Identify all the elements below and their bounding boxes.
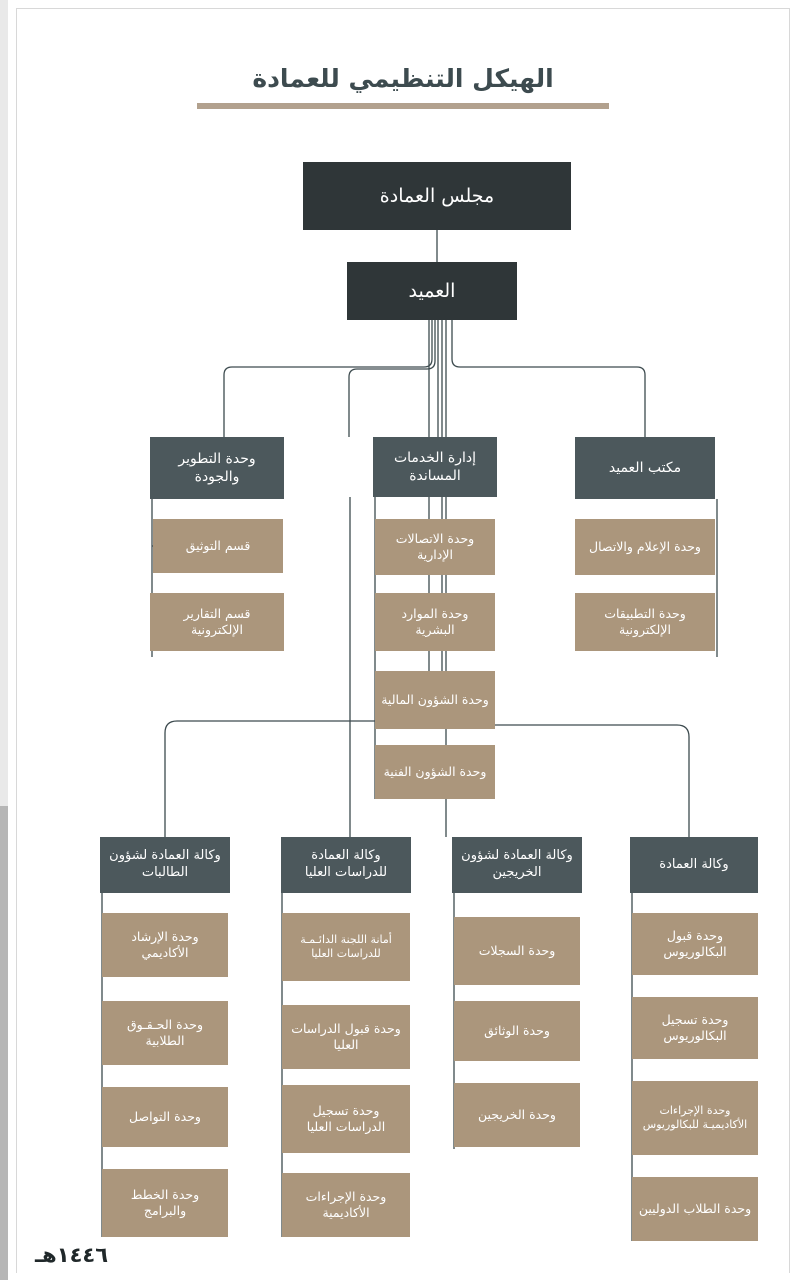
node-academic-advising-unit-label: وحدة الإرشاد الأكاديمي — [131, 928, 199, 960]
node-communication-unit — [102, 1087, 228, 1147]
node-electronic-reports-section — [150, 593, 284, 651]
title-underline — [197, 103, 609, 109]
node-plans-programs-unit-label: وحدة الخطط والبرامج — [130, 1186, 200, 1218]
node-development-quality — [150, 437, 284, 499]
node-student-rights-unit-label: وحدة الحـقـوق الطلابية — [126, 1016, 203, 1048]
page-title-text: الهيكل التنظيمي للعمادة — [252, 64, 554, 93]
node-human-resources-unit — [375, 593, 495, 651]
node-communication-unit-label: وحدة التواصل — [129, 1108, 201, 1124]
node-vice-deanship-label: وكالة العمادة — [659, 856, 729, 872]
node-bachelor-admission-unit-label: وحدة قبول البكالوريوس — [663, 927, 727, 959]
node-bachelor-academic-procedures-unit-label: وحدة الإجراءات الأكاديميـة للبكالوريوس — [642, 1103, 748, 1131]
node-support-services-label: إدارة الخدمات المساندة — [393, 449, 477, 484]
node-international-students-unit-label: وحدة الطلاب الدوليين — [638, 1200, 752, 1216]
node-dean-office-label: مكتب العميد — [608, 459, 682, 476]
node-technical-affairs-unit-label: وحدة الشؤون الفنية — [383, 763, 487, 779]
node-graduates-unit — [454, 1083, 580, 1147]
node-graduate-admission-unit — [282, 1005, 410, 1069]
node-bachelor-admission-unit — [632, 913, 758, 975]
node-human-resources-unit-label: وحدة الموارد البشرية — [401, 605, 469, 637]
node-graduate-registration-unit-label: وحدة تسجيل الدراسات العليا — [306, 1102, 386, 1134]
node-financial-affairs-unit — [375, 671, 495, 729]
node-documentation-section-label: قسم التوثيق — [185, 537, 251, 553]
node-academic-advising-unit — [102, 913, 228, 977]
node-support-services — [373, 437, 497, 497]
node-bachelor-registration-unit — [632, 997, 758, 1059]
scrollbar-track[interactable] — [0, 0, 8, 1280]
node-plans-programs-unit — [102, 1169, 228, 1237]
node-documentation-section — [153, 519, 283, 573]
node-electronic-applications-unit-label: وحدة التطبيقات الإلكترونية — [604, 605, 686, 637]
node-international-students-unit — [632, 1177, 758, 1241]
node-vice-deanship — [630, 837, 758, 893]
node-graduate-registration-unit — [282, 1085, 410, 1153]
node-permanent-committee-secretariat — [282, 913, 410, 981]
node-financial-affairs-unit-label: وحدة الشؤون المالية — [381, 691, 489, 707]
node-records-unit-label: وحدة السجلات — [478, 942, 556, 958]
node-records-unit — [454, 917, 580, 985]
node-dean-label: العميد — [408, 279, 456, 302]
node-academic-procedures-unit — [282, 1173, 410, 1237]
node-academic-procedures-unit-label: وحدة الإجراءات الأكاديمية — [305, 1188, 387, 1220]
node-vice-deanship-graduate-studies-label: وكالة العمادة للدراسات العليا — [304, 848, 388, 880]
node-admin-communications-unit-label: وحدة الاتصالات الإدارية — [395, 530, 475, 562]
page-title — [17, 65, 789, 99]
node-council-label: مجلس العمادة — [379, 184, 495, 207]
node-bachelor-registration-unit-label: وحدة تسجيل البكالوريوس — [661, 1011, 729, 1043]
node-documents-unit-label: وحدة الوثائق — [484, 1022, 550, 1038]
node-vice-deanship-female-students — [100, 837, 230, 893]
scrollbar-thumb[interactable] — [0, 806, 8, 1280]
node-electronic-reports-section-label: قسم التقارير الإلكترونية — [183, 605, 251, 637]
node-media-communication-unit — [575, 519, 715, 575]
node-development-quality-label: وحدة التطوير والجودة — [178, 450, 256, 485]
node-graduate-admission-unit-label: وحدة قبول الدراسات العليا — [291, 1020, 401, 1052]
node-dean-office — [575, 437, 715, 499]
node-vice-deanship-graduates-label: وكالة العمادة لشؤون الخريجين — [461, 848, 573, 880]
node-council — [303, 162, 571, 230]
chart-sheet — [16, 8, 790, 1273]
node-media-communication-unit-label: وحدة الإعلام والاتصال — [589, 538, 701, 554]
node-graduates-unit-label: وحدة الخريجين — [478, 1106, 556, 1122]
node-bachelor-academic-procedures-unit — [632, 1081, 758, 1155]
node-documents-unit — [454, 1001, 580, 1061]
node-student-rights-unit — [102, 1001, 228, 1065]
node-permanent-committee-secretariat-label: أمانة اللجنة الدائـمـة للدراسات العليا — [300, 932, 392, 960]
node-dean — [347, 262, 517, 320]
node-vice-deanship-graduate-studies — [281, 837, 411, 893]
node-technical-affairs-unit — [375, 745, 495, 799]
node-vice-deanship-graduates — [452, 837, 582, 893]
node-vice-deanship-female-students-label: وكالة العمادة لشؤون الطالبات — [109, 848, 221, 880]
node-electronic-applications-unit — [575, 593, 715, 651]
node-admin-communications-unit — [375, 519, 495, 575]
footer-year: ١٤٤٦هـ — [35, 1243, 109, 1267]
